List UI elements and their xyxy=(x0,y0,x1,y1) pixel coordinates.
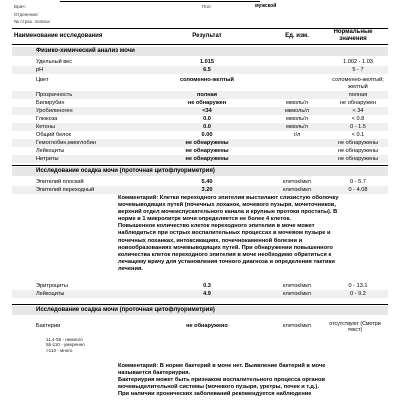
row-norm: не обнаружены xyxy=(337,155,379,162)
row-name: Глюкоза xyxy=(36,115,58,122)
column-header-result: Результат xyxy=(192,33,222,39)
row-result: соломенно-желтый xyxy=(179,76,234,83)
bacteria-comment xyxy=(118,363,380,398)
legend-line: 11.4-55 - немного xyxy=(46,337,83,342)
epithelium-comment xyxy=(118,195,380,273)
table-row xyxy=(12,58,388,66)
row-norm: 0 - 4.08 xyxy=(348,186,368,193)
table-row xyxy=(12,290,388,298)
row-result: 3.20 xyxy=(201,186,213,193)
row-norm: < 34 xyxy=(352,107,364,114)
table-row xyxy=(12,123,388,131)
comment-line: мочевыделительной системы (мочевого пузыря, уретры, почек и т.д.). xyxy=(118,384,319,391)
row-unit: клеток/мкл xyxy=(283,322,311,329)
department-label: Отделение: xyxy=(14,12,39,17)
row-unit: клеток/мкл xyxy=(283,290,311,297)
bacteria-legend xyxy=(46,337,85,353)
row-norm: < 0.1 xyxy=(351,131,365,138)
comment-line: норме в 1 микролитре мочи определяется не более 4 клеток. xyxy=(118,216,291,223)
column-header-norm xyxy=(318,29,388,43)
row-name: Нитриты xyxy=(36,155,59,162)
row-name: Лейкоциты xyxy=(36,290,65,297)
row-result: <34 xyxy=(202,107,212,114)
row-result: 0.0 xyxy=(203,123,211,130)
legend-line: >110 - много xyxy=(46,347,73,353)
row-name: Гемоглобин,миоглобин xyxy=(36,139,96,146)
row-name: Эритроциты xyxy=(36,282,68,289)
table-row xyxy=(12,107,388,115)
row-result: 1.015 xyxy=(200,58,214,65)
row-name: pH xyxy=(36,66,44,73)
comment-line: наблюдаться при острых воспалительных процессах в мочевом пузыре и xyxy=(118,230,331,237)
row-name: Цвет xyxy=(36,76,49,83)
row-result: 4.9 xyxy=(203,290,211,297)
comment-line: количества клеток переходного эпителия в моче необходимо обратиться к xyxy=(118,251,332,258)
row-norm: не обнаружены xyxy=(337,139,379,146)
row-unit: мкмоль/л xyxy=(284,107,310,114)
row-result: 5.40 xyxy=(201,178,213,185)
column-header-norm-line1: Нормальные xyxy=(333,29,373,35)
comment-line: Повышенное количество клеток переходного эпителия в моче может xyxy=(118,223,315,230)
table-row xyxy=(12,178,388,186)
row-norm: < 0.8 xyxy=(351,115,365,122)
table-header-bottom-rule xyxy=(12,44,388,45)
comment-line: Комментарий: В норме бактерий в моче нет. Выявление бактерий в моче xyxy=(118,363,326,369)
comment-line: Комментарий: Клетки переходного эпителия выстилают слизистую оболочку xyxy=(118,195,339,201)
top-rule xyxy=(60,1,260,2)
row-unit: клеток/мкл xyxy=(283,186,311,193)
row-name: Уробилиноген xyxy=(36,107,73,114)
comment-line: лечения. xyxy=(118,265,143,272)
table-row xyxy=(12,139,388,147)
comment-line: новообразованиях мочевыводящих путей. При обнаружении повышенного xyxy=(118,244,333,251)
column-header-name: Наименование исследования xyxy=(14,33,103,39)
row-norm: соломенно-желтый; xyxy=(332,76,384,83)
bacteria-norm xyxy=(320,321,390,334)
row-unit: ммоль/л xyxy=(286,123,308,130)
comment-line: Бактериурия может быть признаком воспалительного процесса органов xyxy=(118,377,325,384)
row-name: Лейкоциты xyxy=(36,147,65,154)
comment-line: почечных лоханках, интоксикациях, почечнокаменной болезни и xyxy=(118,237,303,244)
row-name: Удельный вес xyxy=(36,58,73,65)
row-result: 0.0 xyxy=(203,115,211,122)
row-norm: желтый xyxy=(348,83,368,90)
row-name: Общий белок xyxy=(36,131,71,138)
comment-line: верхний отдел мочеиспускательного канала и крупные протоки простаты). В xyxy=(118,209,338,216)
table-row xyxy=(12,83,388,91)
row-result: не обнаружены xyxy=(185,155,229,162)
section-sediment-rule xyxy=(12,165,388,166)
table-row xyxy=(12,186,388,194)
doctor-label: Врач: xyxy=(14,4,26,9)
column-header-norm-line2: значения xyxy=(339,36,367,42)
row-result: не обнаружены xyxy=(185,139,229,146)
table-row xyxy=(12,115,388,123)
table-row xyxy=(12,99,388,107)
row-norm: 0 - 5.7 xyxy=(350,178,366,185)
row-result: 0.00 xyxy=(201,131,213,138)
row-norm: не обнаружены xyxy=(337,147,379,154)
table-row xyxy=(12,91,388,99)
comment-line: мочевыводящих путей (почечных лоханок, мочевого пузыря, мочеточников, xyxy=(118,202,336,209)
table-row xyxy=(12,131,388,139)
table-row xyxy=(12,66,388,74)
comment-line: При наличии хронических заболеваний рекомендуется наблюдение xyxy=(118,391,312,398)
row-norm: 0 - 1.5 xyxy=(350,123,366,130)
row-norm: 0 - 13.1 xyxy=(348,282,368,289)
section-sediment-title: Исследование осадка мочи (проточная цитофлуориметрия) xyxy=(36,168,215,174)
row-unit: ммоль/л xyxy=(286,115,308,122)
comment-line: называется бактериурия. xyxy=(118,370,191,377)
section-bacteria-rule xyxy=(12,304,388,305)
row-norm: 1.002 - 1.03 xyxy=(343,58,373,65)
row-name: Прозрачность xyxy=(36,91,73,98)
table-row xyxy=(12,155,388,163)
row-unit: клеток/мкл xyxy=(283,282,311,289)
row-result: не обнаружены xyxy=(185,147,229,154)
row-result: полная xyxy=(197,91,217,98)
table-row xyxy=(12,282,388,290)
row-result: 6.5 xyxy=(203,66,211,73)
row-unit: ммоль/л xyxy=(286,99,308,106)
policy-label: № страх. полиса: xyxy=(14,19,51,24)
row-name: Эпителий переходный xyxy=(36,186,95,193)
row-norm: не обнаружен xyxy=(339,99,377,106)
row-unit: г/л xyxy=(293,131,301,138)
bacteria-norm-line1: отсутствуют (Смотри xyxy=(329,321,381,327)
legend-line: 55-110 - умеренно xyxy=(46,342,85,348)
row-norm: 5 - 7 xyxy=(352,66,364,73)
row-norm: полная xyxy=(348,91,368,98)
row-result: не обнаружен xyxy=(187,99,227,106)
section-bacteria-title: Исследование осадка мочи (проточная цитофлуориметрия) xyxy=(36,307,215,313)
comment-line: лечащему врачу для установления точного диагноза и определения тактики xyxy=(118,258,335,265)
row-result: 0.3 xyxy=(203,282,211,289)
row-unit: клеток/мкл xyxy=(283,178,311,185)
row-name: Эпителий плоский xyxy=(36,178,84,185)
table-row xyxy=(12,147,388,155)
sex-value: мужской xyxy=(255,3,277,9)
row-name: Билирубин xyxy=(36,99,65,106)
row-norm: 0 - 9.2 xyxy=(350,290,366,297)
column-header-unit: Ед. изм. xyxy=(285,33,309,39)
bacteria-norm-line2: текст) xyxy=(347,327,363,334)
row-name: Кетоны xyxy=(36,123,55,130)
row-result: не обнаружено xyxy=(186,322,228,329)
sex-label: Пол: xyxy=(202,4,212,9)
section-physchem-title: Физико-химический анализ мочи xyxy=(36,48,135,54)
row-name: Бактерии xyxy=(36,322,61,329)
